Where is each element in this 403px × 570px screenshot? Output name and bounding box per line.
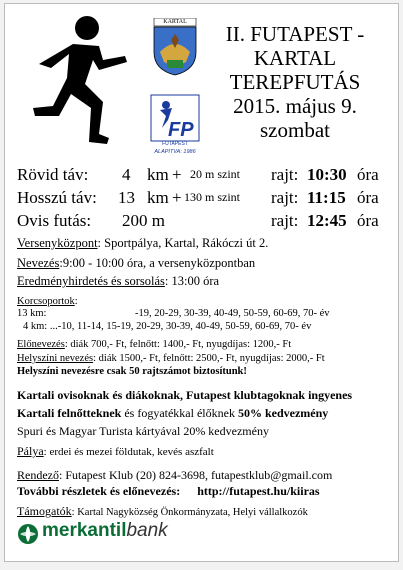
bank-emblem-icon <box>17 523 39 545</box>
results <box>17 274 219 289</box>
category-values: ...-10, 11-14, 15-19, 20-29, 30-39, 40-49, 50-59, 60-69, 70- év <box>49 321 312 332</box>
elevation: 130 m szint <box>184 190 240 204</box>
organizer <box>17 468 332 483</box>
discount-free: Kartali ovisoknak és diákoknak, Futapest klubtagoknak ingyenes <box>17 388 353 402</box>
title-line: TEREPFUTÁS <box>229 70 361 94</box>
onsite-label: Helyszíni nevezés <box>17 353 94 364</box>
track-info <box>17 444 214 460</box>
distance-value: 200 m <box>122 211 165 230</box>
category-values: -19, 20-29, 30-39, 40-49, 50-59, 60-69, 70- év <box>135 308 330 319</box>
more-info <box>17 484 320 499</box>
track-label: Pálya <box>17 444 44 458</box>
sponsors <box>17 504 308 520</box>
center-value: : Sportpálya, Kartal, Rákóczi út 2. <box>97 236 269 250</box>
center-label: Versenyközpont <box>17 236 98 250</box>
start-label: rajt: <box>271 188 299 207</box>
distance-long <box>17 187 379 208</box>
sponsors-value: : Kartal Nagyközség Önkormányzata, Helyi vállalkozók <box>71 507 308 518</box>
categories-heading <box>17 296 78 308</box>
plus-sign: + <box>172 188 182 207</box>
distance-unit: km <box>147 188 169 207</box>
distance-unit: km <box>147 165 169 184</box>
start-label: rajt: <box>271 211 299 230</box>
start-time: 11:15 <box>307 188 346 207</box>
event-title <box>195 22 395 142</box>
pre-registration-value: : diák 700,- Ft, felnőtt: 1400,- Ft, nyugdíjas: 1200,- Ft <box>64 339 292 350</box>
plus-sign: + <box>172 165 182 184</box>
categories-label: Korcsoportok <box>17 296 75 307</box>
discount-half <box>17 406 328 421</box>
more-info-label: További részletek és előnevezés: <box>17 484 181 498</box>
fp-logo-text: FUTAPEST <box>162 141 188 147</box>
elevation: 20 m szint <box>190 167 240 181</box>
title-line: II. FUTAPEST - <box>225 22 365 46</box>
registration-label: Nevezés <box>17 256 60 270</box>
distance-kids <box>17 210 379 231</box>
bank-name <box>42 520 168 542</box>
time-unit: óra <box>357 165 379 184</box>
onsite-fees <box>17 353 325 365</box>
pre-registration-label: Előnevezés <box>17 339 65 350</box>
categories-colon: : <box>74 296 78 307</box>
distance-label: Hosszú táv: <box>17 188 97 207</box>
onsite-value: : diák 1500,- Ft, felnőtt: 2500,- Ft, nyugdíjas: 2000,- Ft <box>93 353 325 364</box>
futapest-logo <box>150 94 200 155</box>
track-value: : erdei és mezei földutak, kevés aszfalt <box>43 446 214 458</box>
sponsors-label: Támogatók <box>17 504 72 518</box>
organizer-label: Rendező <box>17 468 59 482</box>
crest-label: KARTAL <box>163 19 187 25</box>
time-unit: óra <box>357 211 379 230</box>
start-time: 12:45 <box>307 211 347 230</box>
pre-registration-fees <box>17 339 291 351</box>
start-time: 10:30 <box>307 165 347 184</box>
distance-short <box>17 164 379 185</box>
category-label: 13 km: <box>17 308 47 319</box>
categories-13km <box>17 308 397 320</box>
fp-founded: ALAPITVA: 1986 <box>154 149 196 155</box>
distance-label: Ovis futás: <box>17 211 92 230</box>
results-label: Eredményhirdetés és sorsolás <box>17 274 165 288</box>
discount-target: Kartali felnőtteknek <box>17 406 122 420</box>
start-label: rajt: <box>271 165 299 184</box>
kartal-crest <box>152 18 198 76</box>
discount-text: és fogyatékkal élőknek <box>121 406 238 420</box>
runner-figure <box>15 12 133 152</box>
merkantil-bank-logo <box>17 520 177 556</box>
svg-text:FP: FP <box>168 119 194 141</box>
bank-name-a: merkantil <box>42 520 127 541</box>
title-line: szombat <box>260 118 330 142</box>
flyer-page <box>4 3 399 562</box>
category-label: 4 km: <box>23 321 48 332</box>
distance-label: Rövid táv: <box>17 165 89 184</box>
categories-4km <box>23 321 399 333</box>
more-info-link[interactable]: http://futapest.hu/kiiras <box>197 484 320 498</box>
event-center <box>17 236 268 251</box>
time-unit: óra <box>357 188 379 207</box>
discount-card: Spuri és Magyar Turista kártyával 20% kedvezmény <box>17 424 269 438</box>
registration <box>17 256 255 271</box>
results-value: : 13:00 óra <box>164 274 220 288</box>
title-line: 2015. május 9. <box>233 94 357 118</box>
distance-value: 4 <box>122 165 131 184</box>
title-line: KARTAL <box>253 46 337 70</box>
registration-value: :9:00 - 10:00 óra, a versenyközpontban <box>59 256 256 270</box>
onsite-note: Helyszíni nevezésre csak 50 rajtszámot biztosítunk! <box>17 366 247 377</box>
bank-name-b: bank <box>126 520 168 541</box>
discount-amount: 50% kedvezmény <box>237 406 329 420</box>
distance-value: 13 <box>118 188 135 207</box>
organizer-value: : Futapest Klub (20) 824-3698, futapestklub@gmail.com <box>58 468 333 482</box>
